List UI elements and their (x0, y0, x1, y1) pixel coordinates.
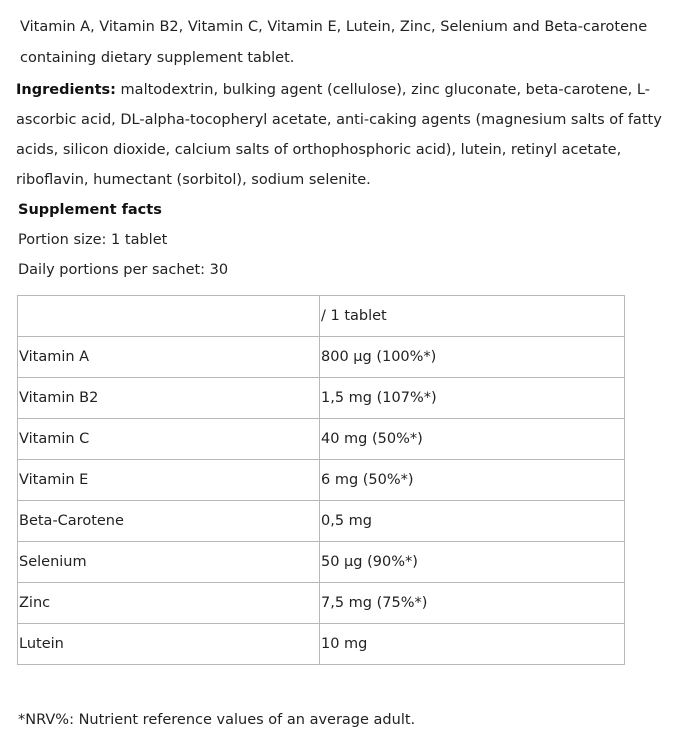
nrv-footnote: *NRV%: Nutrient reference values of an average adult. (18, 712, 416, 728)
supplement-facts-title: Supplement facts (18, 202, 162, 218)
table-row (18, 419, 625, 460)
ingredients-text-1: maltodextrin, bulking agent (cellulose), zinc gluconate, beta-carotene, L- (115, 82, 650, 98)
nutrient-amount: 0,5 mg (320, 501, 625, 542)
nutrient-amount: 10 mg (320, 624, 625, 665)
ingredients-line-2: ascorbic acid, DL-alpha-tocopheryl acetate, anti-caking agents (magnesium salts of fatty (16, 112, 662, 128)
ingredients-line-1 (16, 80, 650, 100)
table-row (18, 583, 625, 624)
header-cell-nutrient (18, 296, 320, 337)
nutrient-name: Selenium (18, 542, 320, 583)
table-row (18, 542, 625, 583)
nutrient-amount: 6 mg (50%*) (320, 460, 625, 501)
intro-line-2: containing dietary supplement tablet. (20, 50, 295, 66)
nutrient-name: Lutein (18, 624, 320, 665)
table-row (18, 337, 625, 378)
intro-line-1: Vitamin A, Vitamin B2, Vitamin C, Vitamin E, Lutein, Zinc, Selenium and Beta-carotene (20, 19, 648, 35)
table-row (18, 460, 625, 501)
table-row (18, 501, 625, 542)
nutrient-name: Vitamin B2 (18, 378, 320, 419)
table-row (18, 378, 625, 419)
nutrient-amount: 40 mg (50%*) (320, 419, 625, 460)
nutrient-amount: 50 µg (90%*) (320, 542, 625, 583)
ingredients-line-4: riboflavin, humectant (sorbitol), sodium selenite. (16, 172, 371, 188)
daily-portions: Daily portions per sachet: 30 (18, 262, 229, 278)
nutrient-name: Vitamin A (18, 337, 320, 378)
table-row (18, 624, 625, 665)
supplement-facts-table (17, 295, 625, 665)
portion-size: Portion size: 1 tablet (18, 232, 168, 248)
nutrient-name: Vitamin E (18, 460, 320, 501)
table-header-row (18, 296, 625, 337)
nutrient-name: Vitamin C (18, 419, 320, 460)
nutrient-name: Beta-Carotene (18, 501, 320, 542)
ingredients-label: Ingredients: (16, 82, 116, 98)
ingredients-line-3: acids, silicon dioxide, calcium salts of orthophosphoric acid), lutein, retinyl acetate, (16, 142, 622, 158)
nutrient-amount: 1,5 mg (107%*) (320, 378, 625, 419)
nutrient-amount: 7,5 mg (75%*) (320, 583, 625, 624)
nutrient-amount: 800 µg (100%*) (320, 337, 625, 378)
nutrient-name: Zinc (18, 583, 320, 624)
header-cell-per-tablet: / 1 tablet (320, 296, 625, 337)
